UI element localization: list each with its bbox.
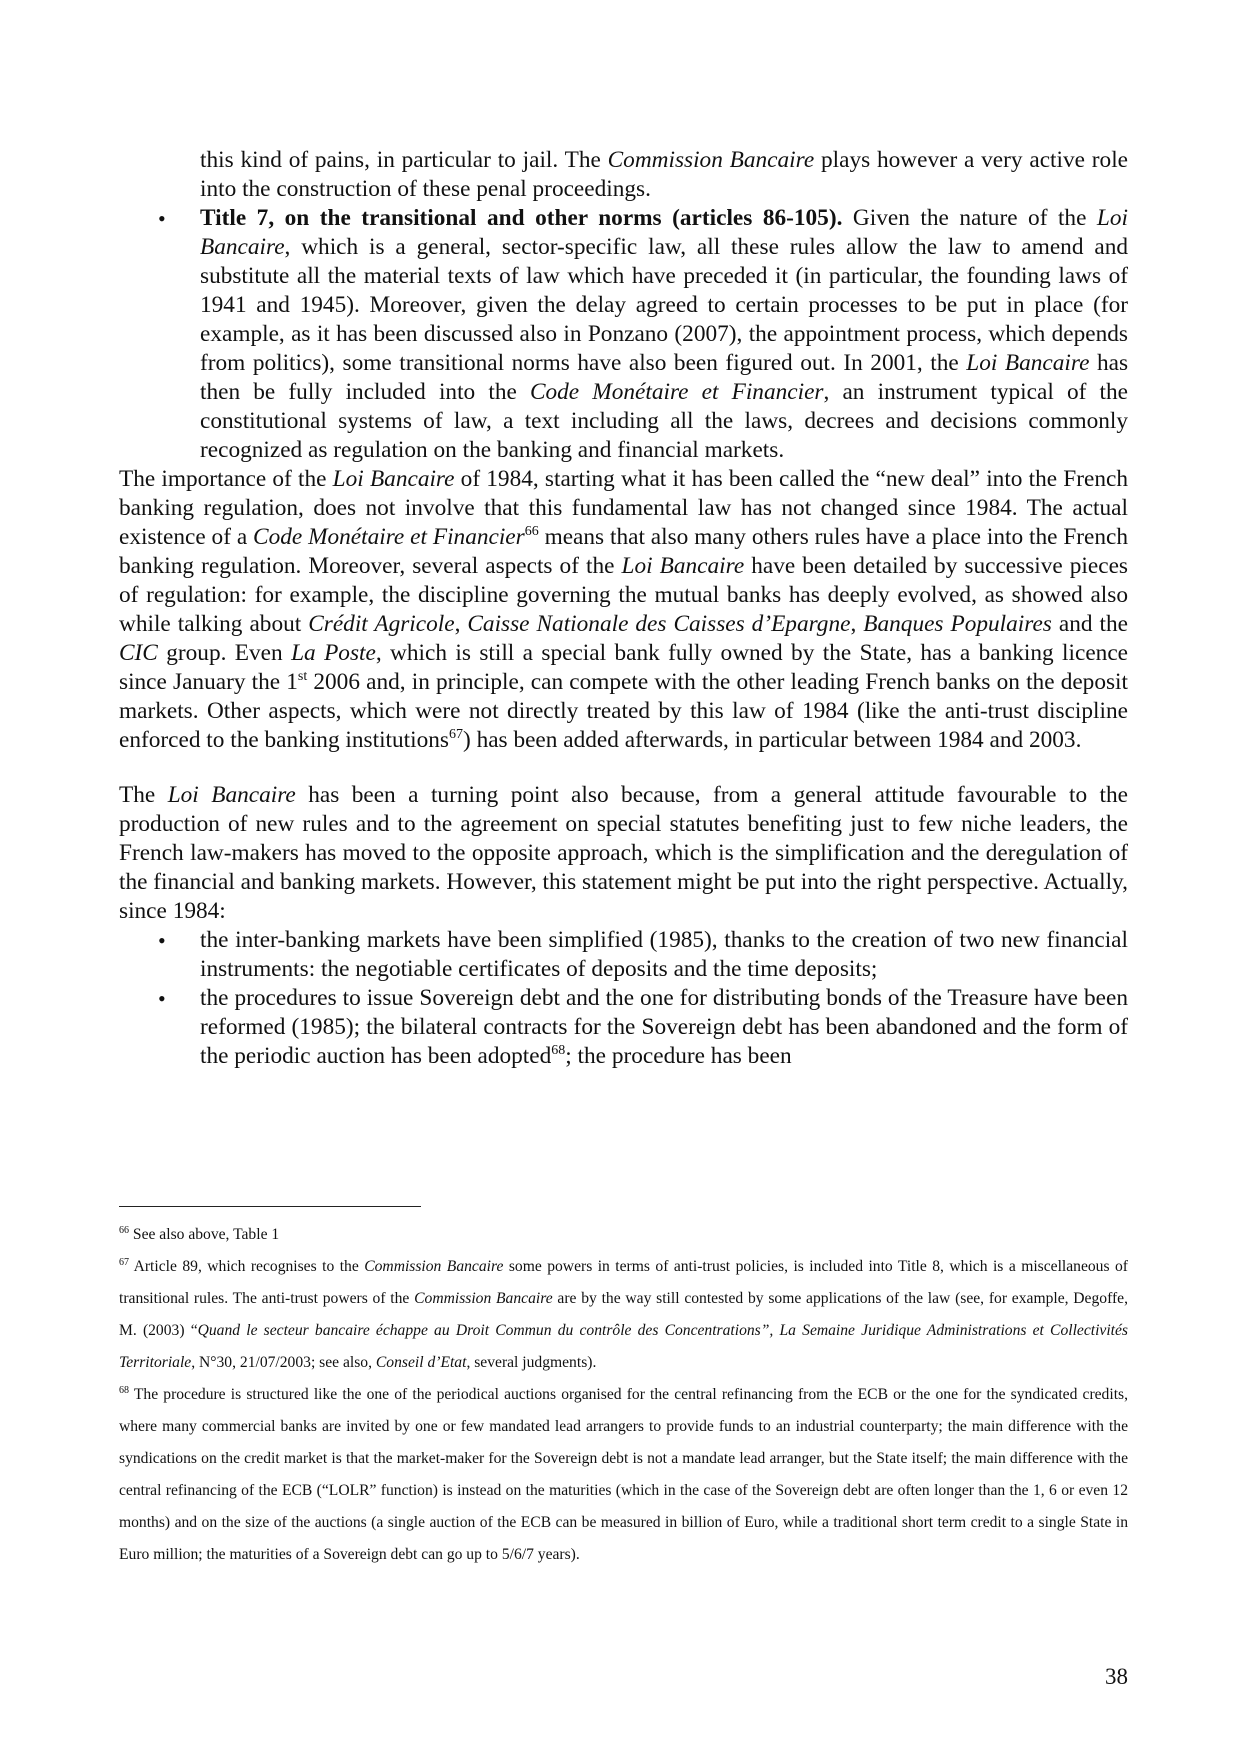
footnote-number: 68	[119, 1385, 129, 1396]
text-run: , which is a general, sector-specific law, all these rules allow the law to amend and substitute all the material texts of law which have preceded it (in particular, the founding laws of 1941 and 1945). Moreover, given the delay agreed to certain processes to be put in place (for example, as it has been discussed also in Ponzano (2007), the appointment process, which depends from politics), some transitional norms have also been figured out. In 2001, the	[200, 234, 1128, 376]
italic-term: Conseil d’Etat	[375, 1354, 467, 1371]
continued-list-item	[119, 146, 1128, 204]
italic-term: La Poste	[291, 640, 376, 666]
text-run: have been detailed by successive pieces of regulation: for example, the discipline governing the mutual banks has deeply evolved, as showed also while talking about	[119, 553, 1128, 637]
italic-term: Quand le secteur bancaire échappe au Droit Commun du contrôle des Concentrations”, La Semaine Juridique Administrations et Collectivités Territoriale	[119, 1322, 1129, 1371]
italic-term: Loi Bancaire	[966, 350, 1090, 376]
text-run: , N°30, 21/07/2003; see also,	[191, 1354, 376, 1371]
text-run: are by the way still contested by some applications of the law (see, for example, Degoffe, M. (2003) “	[119, 1290, 1128, 1339]
text-run: Article 89, which recognises to the	[129, 1258, 365, 1275]
italic-term: Loi Bancaire	[200, 205, 1128, 260]
bullet-list-since-1984	[119, 926, 1128, 1071]
italic-term: Loi Bancaire	[621, 553, 745, 579]
italic-term: Caisse Nationale des Caisses d’Epargne	[467, 611, 851, 637]
text-run: The importance of the	[119, 466, 333, 492]
footnotes	[119, 1219, 1128, 1571]
footnote-ref-68[interactable]: 68	[551, 1043, 566, 1058]
footnote-number: 66	[119, 1225, 129, 1236]
text-run: has been a turning point also because, from a general attitude favourable to the production of new rules and to the agreement on special statutes benefiting just to few niche leaders, the French law-makers has moved to the opposite approach, which is the simplification and the deregulation of the financial and banking markets. However, this statement might be put into the right perspective. Actually, since 1984:	[119, 782, 1129, 924]
text-run: this kind of pains, in particular to jail. The	[200, 147, 608, 173]
text-run: The	[119, 782, 168, 808]
footnote-ref-66[interactable]: 66	[524, 524, 539, 539]
text-run: 2006 and, in principle, can compete with the other leading French banks on the deposit markets. Other aspects, which were not directly treated by this law of 1984 (like the anti-trust discipline enforced to the banking institutions	[119, 669, 1128, 753]
italic-term: Banques Populaires	[863, 611, 1052, 637]
text-run: some powers in terms of anti-trust policies, is included into Title 8, which is a miscellaneous of transitional rules. The anti-trust powers of the	[119, 1258, 1128, 1307]
text-run: of 1984, starting what it has been called the “new deal” into the French banking regulation, does not involve that this fundamental law has not changed since 1984. The actual existence of a	[119, 466, 1128, 550]
ordinal-suffix: st	[297, 669, 308, 684]
footnote-67	[119, 1251, 1128, 1379]
paragraph-turning-point	[119, 781, 1128, 926]
footnote-ref-67[interactable]: 67	[448, 727, 463, 742]
list-item-title-7	[119, 204, 1128, 465]
text-run: plays however a very active role into the construction of these penal proceedings.	[200, 147, 1129, 202]
text-run: ) has been added afterwards, in particular between 1984 and 2003.	[462, 727, 1082, 753]
text-run: , an instrument typical of the constitutional systems of law, a text including all the laws, decrees and decisions commonly recognized as regulation on the banking and financial markets.	[200, 379, 1128, 463]
footnote-68	[119, 1379, 1128, 1571]
text-run: ; the procedure has been	[565, 1043, 792, 1069]
italic-term: Crédit Agricole	[308, 611, 455, 637]
text-run: ,	[454, 611, 468, 637]
list-item-inter-banking: • the inter-banking markets have been simplified (1985), thanks to the creation of two new financial instruments: the negotiable certificates of deposits and the time deposits;	[119, 926, 1128, 984]
italic-term: Loi Bancaire	[332, 466, 455, 492]
text-run: The procedure is structured like the one of the periodical auctions organised for the central refinancing from the ECB or the one for the syndicated credits, where many commercial banks are invited by one or few mandated lead arrangers to provide funds to an industrial counterparty; the main difference with the syndications on the credit market is that the market-maker for the Sovereign debt is not a mandate lead arranger, but the State itself; the main difference with the central refinancing of the ECB (“LOLR” function) is instead on the maturities (which in the case of the Sovereign debt are often longer than the 1, 6 or even 12 months) and on the size of the auctions (a single auction of the ECB can be measured in billion of Euro, while a traditional short term credit to a single State in Euro million; the maturities of a Sovereign debt can go up to 5/6/7 years).	[119, 1386, 1128, 1563]
text-run: and the	[1051, 611, 1128, 637]
main-text	[119, 146, 1128, 1071]
list-item-sovereign-debt	[119, 984, 1128, 1071]
text-run: means that also many others rules have a place into the French banking regulation. Moreover, several aspects of the	[119, 524, 1129, 579]
bullet-list	[119, 204, 1128, 465]
italic-term: CIC	[119, 640, 158, 666]
footnote-number: 67	[119, 1257, 129, 1268]
footnote-separator	[119, 1206, 421, 1207]
italic-term: Commission Bancaire	[607, 147, 815, 173]
text-run: ,	[850, 611, 864, 637]
italic-term: Code Monétaire et Financier	[253, 524, 525, 550]
text-run: See also above, Table 1	[129, 1226, 280, 1243]
bold-heading: Title 7, on the transitional and other norms (articles 86-105).	[200, 205, 843, 231]
page-number: 38	[1105, 1664, 1128, 1689]
text-run: has then be fully included into the	[200, 350, 1129, 405]
text-run: group. Even	[157, 640, 292, 666]
italic-term: Commission Bancaire	[414, 1290, 553, 1307]
text-run: , several judgments).	[466, 1354, 597, 1371]
footnote-66	[119, 1219, 1128, 1251]
italic-term: Code Monétaire et Financier	[529, 379, 824, 405]
paragraph-importance	[119, 465, 1128, 755]
italic-term: Loi Bancaire	[167, 782, 296, 808]
italic-term: Commission Bancaire	[364, 1258, 504, 1275]
text-run: , which is still a special bank fully owned by the State, has a banking licence since January the 1	[119, 640, 1128, 695]
text-run: the procedures to issue Sovereign debt and the one for distributing bonds of the Treasure have been reformed (1985); the bilateral contracts for the Sovereign debt has been abandoned and the form of the periodic auction has been adopted	[200, 985, 1128, 1069]
text-run: Given the nature of the	[842, 205, 1097, 231]
